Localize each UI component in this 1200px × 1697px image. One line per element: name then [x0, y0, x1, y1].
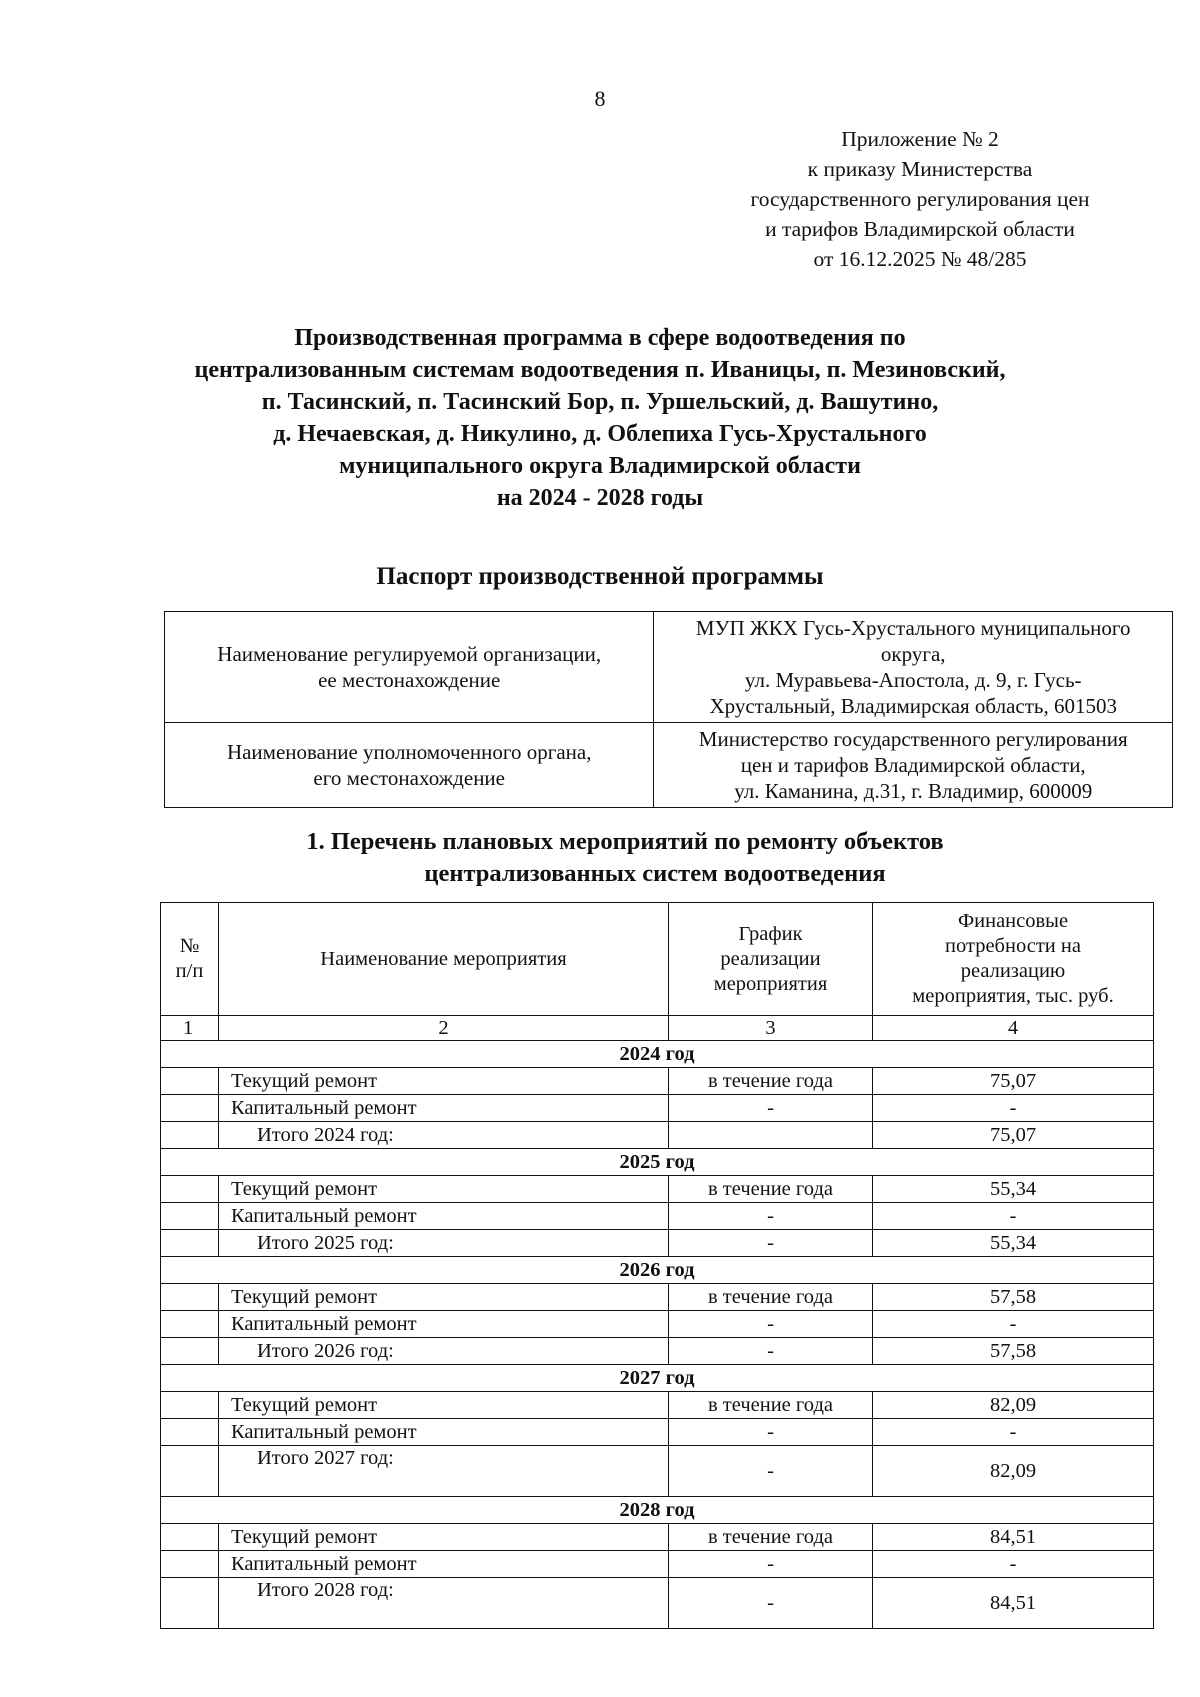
column-index: 3 [669, 1016, 873, 1041]
year-row [161, 1149, 1154, 1176]
total-row [161, 1446, 1154, 1497]
title-line: централизованным системам водоотведения п. Иваницы, п. Мезиновский, [194, 357, 1006, 383]
appendix-line: государственного регулирования цен [750, 187, 1090, 211]
title-line: муниципального округа Владимирской области [339, 453, 861, 479]
year-label: 2026 год [161, 1257, 1154, 1284]
passport-value [654, 723, 1173, 808]
header-line: п/п [175, 960, 204, 982]
label-line: Наименование регулируемой организации, [217, 642, 602, 666]
num-cell [161, 1068, 219, 1095]
amount-cell: 55,34 [873, 1230, 1154, 1257]
year-label: 2027 год [161, 1365, 1154, 1392]
amount-cell: 84,51 [873, 1578, 1154, 1629]
label-line: его местонахождение [313, 766, 505, 790]
num-cell [161, 1551, 219, 1578]
schedule-cell: в течение года [669, 1176, 873, 1203]
activity-name: Капитальный ремонт [219, 1311, 669, 1338]
appendix-line: от 16.12.2025 № 48/285 [813, 247, 1027, 271]
num-cell [161, 1419, 219, 1446]
header-line: реализации [720, 947, 821, 970]
schedule-cell: в течение года [669, 1392, 873, 1419]
passport-label [165, 612, 654, 723]
schedule-cell: - [669, 1338, 873, 1365]
amount-cell: 57,58 [873, 1338, 1154, 1365]
schedule-cell: - [669, 1446, 873, 1497]
table-header-row [161, 903, 1154, 1016]
num-cell [161, 1446, 219, 1497]
table-row [161, 1311, 1154, 1338]
schedule-cell [669, 1122, 873, 1149]
header-line: мероприятия [713, 972, 828, 995]
total-row [161, 1122, 1154, 1149]
document-title [60, 322, 1140, 514]
label-line: ее местонахождение [318, 668, 501, 692]
total-row [161, 1338, 1154, 1365]
heading-line: централизованных систем водоотведения [424, 860, 886, 887]
label-line: Наименование уполномоченного органа, [226, 740, 592, 764]
year-row [161, 1497, 1154, 1524]
table-row [161, 1176, 1154, 1203]
num-cell [161, 1338, 219, 1365]
header-num [161, 903, 219, 1016]
column-index: 1 [161, 1016, 219, 1041]
column-index: 2 [219, 1016, 669, 1041]
activity-name: Капитальный ремонт [219, 1095, 669, 1122]
value-line: ул. Каманина, д.31, г. Владимир, 600009 [734, 779, 1093, 803]
total-row [161, 1578, 1154, 1629]
table-row [161, 1419, 1154, 1446]
schedule-cell: в течение года [669, 1524, 873, 1551]
header-schedule [669, 903, 873, 1016]
year-row [161, 1365, 1154, 1392]
amount-cell: - [873, 1311, 1154, 1338]
activity-name: Итого 2028 год: [219, 1578, 669, 1629]
activity-name: Капитальный ремонт [219, 1203, 669, 1230]
passport-table [164, 611, 1173, 808]
column-index-row [161, 1016, 1154, 1041]
table-row [161, 1551, 1154, 1578]
section1-heading [0, 826, 1200, 890]
repairs-table [160, 902, 1154, 1629]
title-line: п. Тасинский, п. Тасинский Бор, п. Уршельский, д. Вашутино, [261, 389, 939, 415]
activity-name: Текущий ремонт [219, 1068, 669, 1095]
activity-name: Текущий ремонт [219, 1524, 669, 1551]
amount-cell: 82,09 [873, 1446, 1154, 1497]
table-row [161, 1068, 1154, 1095]
schedule-cell: - [669, 1095, 873, 1122]
num-cell [161, 1230, 219, 1257]
column-index: 4 [873, 1016, 1154, 1041]
amount-cell: 75,07 [873, 1122, 1154, 1149]
amount-cell: - [873, 1095, 1154, 1122]
appendix-line: Приложение № 2 [841, 127, 999, 151]
year-label: 2028 год [161, 1497, 1154, 1524]
value-line: цен и тарифов Владимирской области, [740, 753, 1086, 777]
passport-label [165, 723, 654, 808]
header-line: мероприятия, тыс. руб. [912, 985, 1114, 1007]
table-row [161, 1524, 1154, 1551]
schedule-cell: в течение года [669, 1068, 873, 1095]
activity-name: Капитальный ремонт [219, 1419, 669, 1446]
num-cell [161, 1311, 219, 1338]
title-line: д. Нечаевская, д. Никулино, д. Облепиха Гусь-Хрустального [273, 421, 927, 447]
amount-cell: 57,58 [873, 1284, 1154, 1311]
activity-name: Итого 2027 год: [219, 1446, 669, 1497]
header-line: № [179, 935, 200, 957]
num-cell [161, 1203, 219, 1230]
passport-row-authority [165, 723, 1173, 808]
year-row [161, 1041, 1154, 1068]
year-row [161, 1257, 1154, 1284]
amount-cell: - [873, 1203, 1154, 1230]
appendix-line: и тарифов Владимирской области [765, 217, 1075, 241]
activity-name: Итого 2025 год: [219, 1230, 669, 1257]
schedule-cell: - [669, 1311, 873, 1338]
amount-cell: 84,51 [873, 1524, 1154, 1551]
table-row [161, 1203, 1154, 1230]
num-cell [161, 1578, 219, 1629]
num-cell [161, 1284, 219, 1311]
num-cell [161, 1095, 219, 1122]
year-label: 2024 год [161, 1041, 1154, 1068]
table-row [161, 1095, 1154, 1122]
schedule-cell: - [669, 1230, 873, 1257]
appendix-line: к приказу Министерства [807, 157, 1033, 181]
amount-cell: - [873, 1419, 1154, 1446]
num-cell [161, 1122, 219, 1149]
num-cell [161, 1176, 219, 1203]
passport-heading: Паспорт производственной программы [376, 563, 824, 590]
header-line: Финансовые [957, 910, 1069, 932]
activity-name: Текущий ремонт [219, 1284, 669, 1311]
passport-value [654, 612, 1173, 723]
header-line: Наименование мероприятия [320, 947, 567, 970]
appendix-header [700, 124, 1140, 274]
amount-cell: 55,34 [873, 1176, 1154, 1203]
num-cell [161, 1392, 219, 1419]
activity-name: Капитальный ремонт [219, 1551, 669, 1578]
amount-cell: - [873, 1551, 1154, 1578]
schedule-cell: - [669, 1578, 873, 1629]
total-row [161, 1230, 1154, 1257]
heading-line: 1. Перечень плановых мероприятий по ремонту объектов [306, 828, 944, 855]
activity-name: Текущий ремонт [219, 1392, 669, 1419]
schedule-cell: - [669, 1419, 873, 1446]
title-line: Производственная программа в сфере водоотведения по [294, 325, 906, 351]
header-name [219, 903, 669, 1016]
amount-cell: 82,09 [873, 1392, 1154, 1419]
value-line: Хрустальный, Владимирская область, 601503 [709, 694, 1117, 718]
header-line: реализацию [960, 960, 1066, 982]
title-line: на 2024 - 2028 годы [496, 485, 704, 511]
header-line: График [738, 922, 803, 945]
year-label: 2025 год [161, 1149, 1154, 1176]
page-number: 8 [594, 86, 606, 111]
value-line: Министерство государственного регулирования [698, 727, 1128, 751]
schedule-cell: в течение года [669, 1284, 873, 1311]
value-line: округа, [880, 642, 946, 666]
passport-row-organization [165, 612, 1173, 723]
schedule-cell: - [669, 1203, 873, 1230]
schedule-cell: - [669, 1551, 873, 1578]
header-line: потребности на [945, 935, 1081, 957]
activity-name: Текущий ремонт [219, 1176, 669, 1203]
activity-name: Итого 2026 год: [219, 1338, 669, 1365]
table-row [161, 1392, 1154, 1419]
header-finance [873, 903, 1154, 1016]
amount-cell: 75,07 [873, 1068, 1154, 1095]
num-cell [161, 1524, 219, 1551]
table-row [161, 1284, 1154, 1311]
value-line: ул. Муравьева-Апостола, д. 9, г. Гусь- [744, 668, 1082, 692]
value-line: МУП ЖКХ Гусь-Хрустального муниципального [695, 616, 1131, 640]
activity-name: Итого 2024 год: [219, 1122, 669, 1149]
